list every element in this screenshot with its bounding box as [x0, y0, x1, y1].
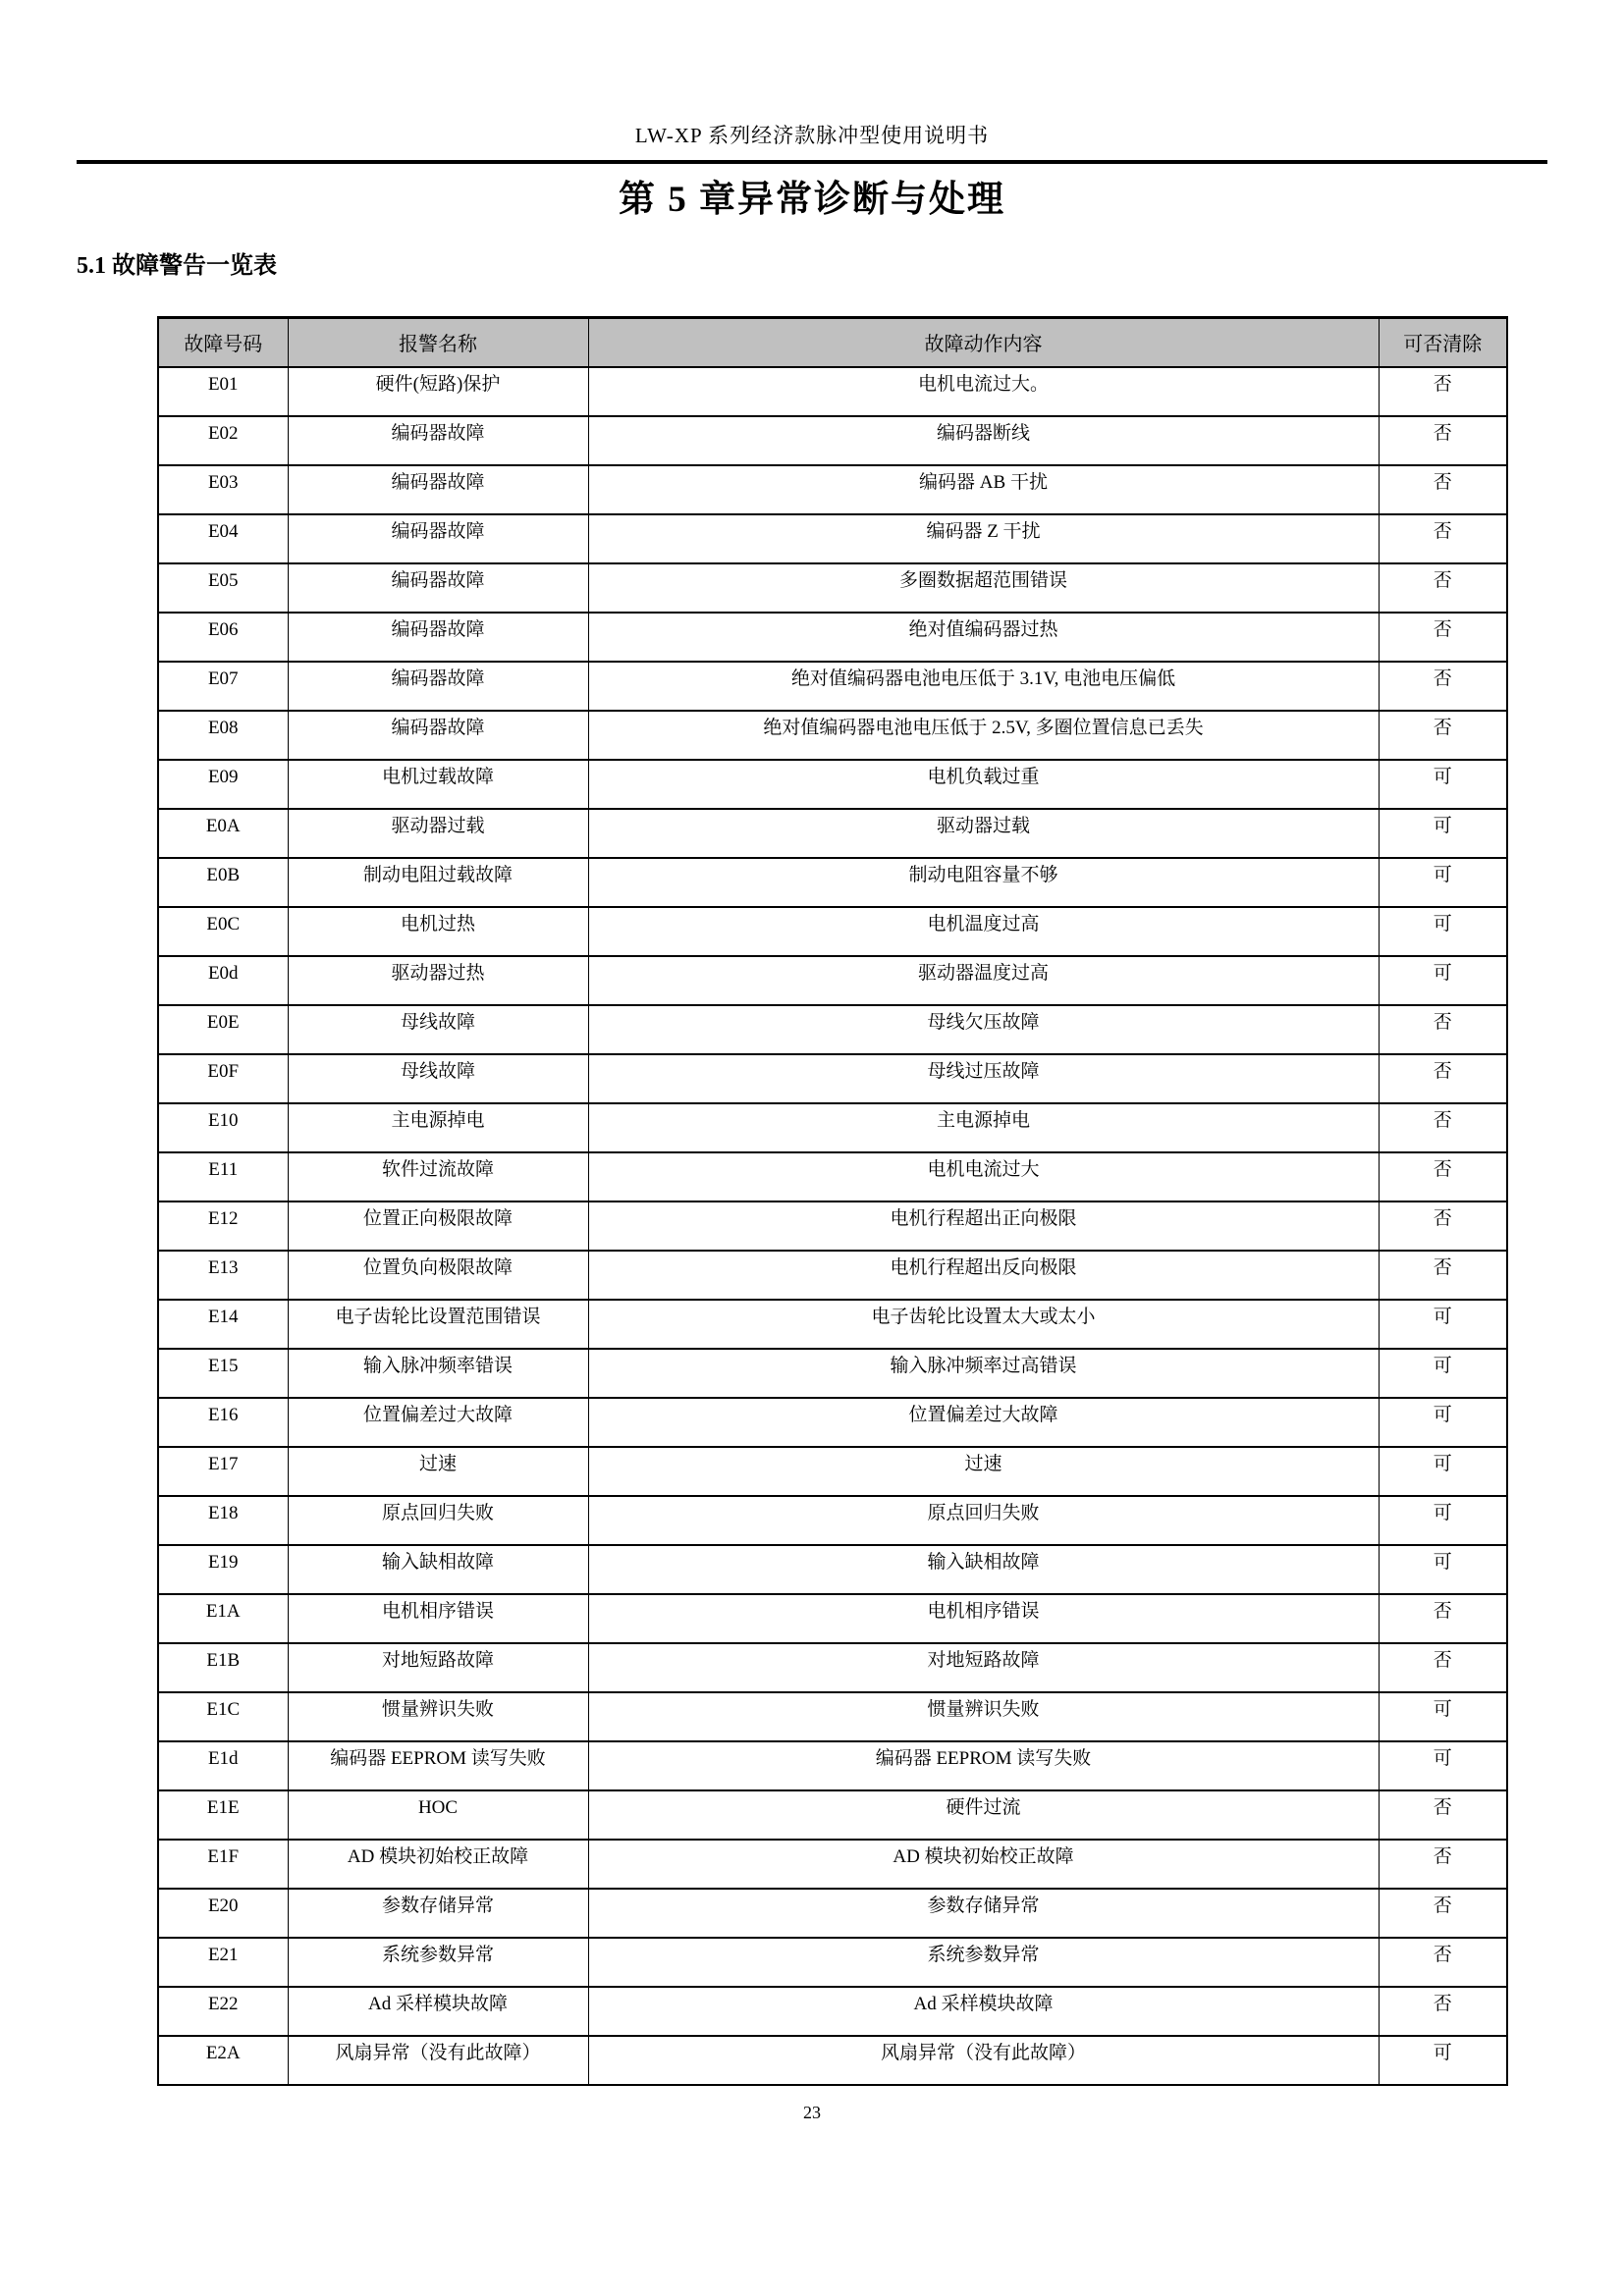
fault-action-cell: 编码器 AB 干扰 [588, 465, 1379, 514]
alarm-name-cell: 参数存储异常 [288, 1889, 588, 1938]
clearable-cell: 可 [1379, 1741, 1507, 1790]
table-row [158, 1054, 1507, 1103]
fault-code-cell: E08 [158, 711, 288, 760]
clearable-cell: 否 [1379, 662, 1507, 711]
fault-action-cell: 硬件过流 [588, 1790, 1379, 1840]
fault-action-cell: 驱动器过载 [588, 809, 1379, 858]
fault-action-cell: 绝对值编码器过热 [588, 613, 1379, 662]
alarm-name-cell: 母线故障 [288, 1054, 588, 1103]
alarm-name-cell: 软件过流故障 [288, 1152, 588, 1201]
table-row [158, 1103, 1507, 1152]
table-row [158, 1545, 1507, 1594]
col-header-fault-action: 故障动作内容 [588, 318, 1379, 367]
alarm-name-cell: 电机相序错误 [288, 1594, 588, 1643]
fault-code-cell: E09 [158, 760, 288, 809]
fault-action-cell: 过速 [588, 1447, 1379, 1496]
fault-code-cell: E1E [158, 1790, 288, 1840]
fault-action-cell: 输入缺相故障 [588, 1545, 1379, 1594]
fault-action-cell: 电机相序错误 [588, 1594, 1379, 1643]
table-row [158, 1005, 1507, 1054]
clearable-cell: 可 [1379, 2036, 1507, 2085]
table-row [158, 858, 1507, 907]
clearable-cell: 否 [1379, 1987, 1507, 2036]
fault-action-cell: 驱动器温度过高 [588, 956, 1379, 1005]
alarm-name-cell: 风扇异常（没有此故障） [288, 2036, 588, 2085]
alarm-name-cell: 编码器故障 [288, 465, 588, 514]
table-row [158, 1741, 1507, 1790]
fault-code-cell: E0C [158, 907, 288, 956]
fault-action-cell: 电机电流过大 [588, 1152, 1379, 1201]
fault-code-cell: E12 [158, 1201, 288, 1251]
clearable-cell: 否 [1379, 613, 1507, 662]
fault-action-cell: 惯量辨识失败 [588, 1692, 1379, 1741]
fault-code-cell: E19 [158, 1545, 288, 1594]
fault-action-cell: 绝对值编码器电池电压低于 3.1V, 电池电压偏低 [588, 662, 1379, 711]
clearable-cell: 可 [1379, 956, 1507, 1005]
fault-code-cell: E20 [158, 1889, 288, 1938]
fault-action-cell: 系统参数异常 [588, 1938, 1379, 1987]
fault-action-cell: 对地短路故障 [588, 1643, 1379, 1692]
alarm-name-cell: 编码器故障 [288, 514, 588, 563]
fault-action-cell: 编码器 EEPROM 读写失败 [588, 1741, 1379, 1790]
clearable-cell: 可 [1379, 858, 1507, 907]
alarm-name-cell: 过速 [288, 1447, 588, 1496]
fault-code-cell: E05 [158, 563, 288, 613]
fault-code-cell: E10 [158, 1103, 288, 1152]
fault-action-cell: 参数存储异常 [588, 1889, 1379, 1938]
fault-code-cell: E17 [158, 1447, 288, 1496]
alarm-name-cell: 位置正向极限故障 [288, 1201, 588, 1251]
col-header-alarm-name: 报警名称 [288, 318, 588, 367]
table-row [158, 1889, 1507, 1938]
fault-action-cell: 风扇异常（没有此故障） [588, 2036, 1379, 2085]
clearable-cell: 否 [1379, 1103, 1507, 1152]
clearable-cell: 可 [1379, 760, 1507, 809]
fault-code-cell: E1B [158, 1643, 288, 1692]
col-header-fault-code: 故障号码 [158, 318, 288, 367]
fault-action-cell: 电机行程超出反向极限 [588, 1251, 1379, 1300]
alarm-name-cell: 硬件(短路)保护 [288, 367, 588, 416]
alarm-name-cell: 编码器故障 [288, 563, 588, 613]
fault-code-cell: E15 [158, 1349, 288, 1398]
table-row [158, 465, 1507, 514]
clearable-cell: 否 [1379, 1840, 1507, 1889]
fault-code-cell: E11 [158, 1152, 288, 1201]
fault-action-cell: 绝对值编码器电池电压低于 2.5V, 多圈位置信息已丢失 [588, 711, 1379, 760]
table-row [158, 1594, 1507, 1643]
fault-code-cell: E0F [158, 1054, 288, 1103]
clearable-cell: 否 [1379, 465, 1507, 514]
fault-action-cell: 主电源掉电 [588, 1103, 1379, 1152]
fault-action-cell: 制动电阻容量不够 [588, 858, 1379, 907]
clearable-cell: 否 [1379, 1251, 1507, 1300]
alarm-name-cell: 制动电阻过载故障 [288, 858, 588, 907]
table-row [158, 1251, 1507, 1300]
fault-code-cell: E1F [158, 1840, 288, 1889]
clearable-cell: 否 [1379, 367, 1507, 416]
alarm-name-cell: HOC [288, 1790, 588, 1840]
fault-code-cell: E16 [158, 1398, 288, 1447]
clearable-cell: 否 [1379, 1201, 1507, 1251]
fault-code-cell: E0E [158, 1005, 288, 1054]
fault-code-cell: E0d [158, 956, 288, 1005]
fault-code-cell: E0A [158, 809, 288, 858]
alarm-name-cell: 编码器故障 [288, 416, 588, 465]
table-row [158, 1398, 1507, 1447]
fault-action-cell: Ad 采样模块故障 [588, 1987, 1379, 2036]
fault-code-cell: E22 [158, 1987, 288, 2036]
table-row [158, 907, 1507, 956]
alarm-name-cell: 原点回归失败 [288, 1496, 588, 1545]
fault-action-cell: 编码器 Z 干扰 [588, 514, 1379, 563]
alarm-name-cell: 编码器故障 [288, 711, 588, 760]
document-header: LW-XP 系列经济款脉冲型使用说明书 [634, 124, 990, 147]
clearable-cell: 可 [1379, 907, 1507, 956]
fault-action-cell: 电机负载过重 [588, 760, 1379, 809]
table-row [158, 613, 1507, 662]
fault-code-cell: E0B [158, 858, 288, 907]
table-header-row [158, 318, 1507, 367]
alarm-name-cell: 位置负向极限故障 [288, 1251, 588, 1300]
table-row [158, 367, 1507, 416]
fault-code-cell: E18 [158, 1496, 288, 1545]
fault-action-cell: 电机电流过大。 [588, 367, 1379, 416]
table-row [158, 711, 1507, 760]
table-row [158, 1300, 1507, 1349]
fault-code-cell: E1A [158, 1594, 288, 1643]
page-number: 23 [803, 2103, 821, 2122]
table-row [158, 1643, 1507, 1692]
table-row [158, 514, 1507, 563]
alarm-name-cell: 电机过载故障 [288, 760, 588, 809]
fault-action-cell: 编码器断线 [588, 416, 1379, 465]
clearable-cell: 否 [1379, 1790, 1507, 1840]
table-row [158, 1938, 1507, 1987]
fault-code-cell: E13 [158, 1251, 288, 1300]
alarm-name-cell: 编码器故障 [288, 613, 588, 662]
table-row [158, 1349, 1507, 1398]
clearable-cell: 可 [1379, 1692, 1507, 1741]
alarm-name-cell: 输入脉冲频率错误 [288, 1349, 588, 1398]
fault-code-cell: E07 [158, 662, 288, 711]
alarm-name-cell: 编码器 EEPROM 读写失败 [288, 1741, 588, 1790]
table-row [158, 416, 1507, 465]
table-row [158, 1692, 1507, 1741]
clearable-cell: 可 [1379, 1349, 1507, 1398]
alarm-name-cell: 母线故障 [288, 1005, 588, 1054]
clearable-cell: 可 [1379, 1496, 1507, 1545]
clearable-cell: 可 [1379, 809, 1507, 858]
alarm-name-cell: AD 模块初始校正故障 [288, 1840, 588, 1889]
fault-action-cell: 多圈数据超范围错误 [588, 563, 1379, 613]
table-row [158, 956, 1507, 1005]
fault-code-cell: E21 [158, 1938, 288, 1987]
clearable-cell: 否 [1379, 416, 1507, 465]
fault-action-cell: 输入脉冲频率过高错误 [588, 1349, 1379, 1398]
fault-code-cell: E01 [158, 367, 288, 416]
clearable-cell: 否 [1379, 1152, 1507, 1201]
alarm-name-cell: 电子齿轮比设置范围错误 [288, 1300, 588, 1349]
fault-code-cell: E2A [158, 2036, 288, 2085]
table-row [158, 2036, 1507, 2085]
clearable-cell: 可 [1379, 1398, 1507, 1447]
clearable-cell: 否 [1379, 1889, 1507, 1938]
alarm-name-cell: 对地短路故障 [288, 1643, 588, 1692]
alarm-name-cell: 主电源掉电 [288, 1103, 588, 1152]
fault-code-cell: E03 [158, 465, 288, 514]
alarm-name-cell: 驱动器过载 [288, 809, 588, 858]
table-row [158, 1496, 1507, 1545]
alarm-name-cell: Ad 采样模块故障 [288, 1987, 588, 2036]
fault-code-cell: E14 [158, 1300, 288, 1349]
col-header-clearable: 可否清除 [1379, 318, 1507, 367]
fault-action-cell: 母线过压故障 [588, 1054, 1379, 1103]
clearable-cell: 否 [1379, 1005, 1507, 1054]
table-row [158, 1447, 1507, 1496]
table-row [158, 662, 1507, 711]
table-row [158, 1840, 1507, 1889]
alarm-name-cell: 输入缺相故障 [288, 1545, 588, 1594]
alarm-name-cell: 系统参数异常 [288, 1938, 588, 1987]
fault-code-cell: E04 [158, 514, 288, 563]
clearable-cell: 可 [1379, 1545, 1507, 1594]
alarm-name-cell: 惯量辨识失败 [288, 1692, 588, 1741]
clearable-cell: 否 [1379, 1643, 1507, 1692]
clearable-cell: 否 [1379, 711, 1507, 760]
table-row [158, 809, 1507, 858]
fault-code-cell: E06 [158, 613, 288, 662]
alarm-name-cell: 驱动器过热 [288, 956, 588, 1005]
chapter-title: 第 5 章异常诊断与处理 [619, 180, 1005, 220]
clearable-cell: 否 [1379, 1054, 1507, 1103]
table-row [158, 760, 1507, 809]
fault-action-cell: 电子齿轮比设置太大或太小 [588, 1300, 1379, 1349]
fault-code-cell: E02 [158, 416, 288, 465]
fault-table [157, 316, 1508, 2086]
table-row [158, 1987, 1507, 2036]
fault-code-cell: E1d [158, 1741, 288, 1790]
alarm-name-cell: 电机过热 [288, 907, 588, 956]
fault-code-cell: E1C [158, 1692, 288, 1741]
fault-action-cell: 电机行程超出正向极限 [588, 1201, 1379, 1251]
table-row [158, 1201, 1507, 1251]
clearable-cell: 否 [1379, 1594, 1507, 1643]
fault-action-cell: 位置偏差过大故障 [588, 1398, 1379, 1447]
alarm-name-cell: 编码器故障 [288, 662, 588, 711]
header-rule [77, 160, 1547, 164]
fault-action-cell: 电机温度过高 [588, 907, 1379, 956]
clearable-cell: 否 [1379, 514, 1507, 563]
fault-action-cell: AD 模块初始校正故障 [588, 1840, 1379, 1889]
fault-action-cell: 母线欠压故障 [588, 1005, 1379, 1054]
clearable-cell: 否 [1379, 1938, 1507, 1987]
table-row [158, 563, 1507, 613]
table-row [158, 1152, 1507, 1201]
fault-action-cell: 原点回归失败 [588, 1496, 1379, 1545]
clearable-cell: 可 [1379, 1300, 1507, 1349]
alarm-name-cell: 位置偏差过大故障 [288, 1398, 588, 1447]
clearable-cell: 否 [1379, 563, 1507, 613]
clearable-cell: 可 [1379, 1447, 1507, 1496]
table-row [158, 1790, 1507, 1840]
section-heading: 5.1 故障警告一览表 [77, 253, 277, 279]
